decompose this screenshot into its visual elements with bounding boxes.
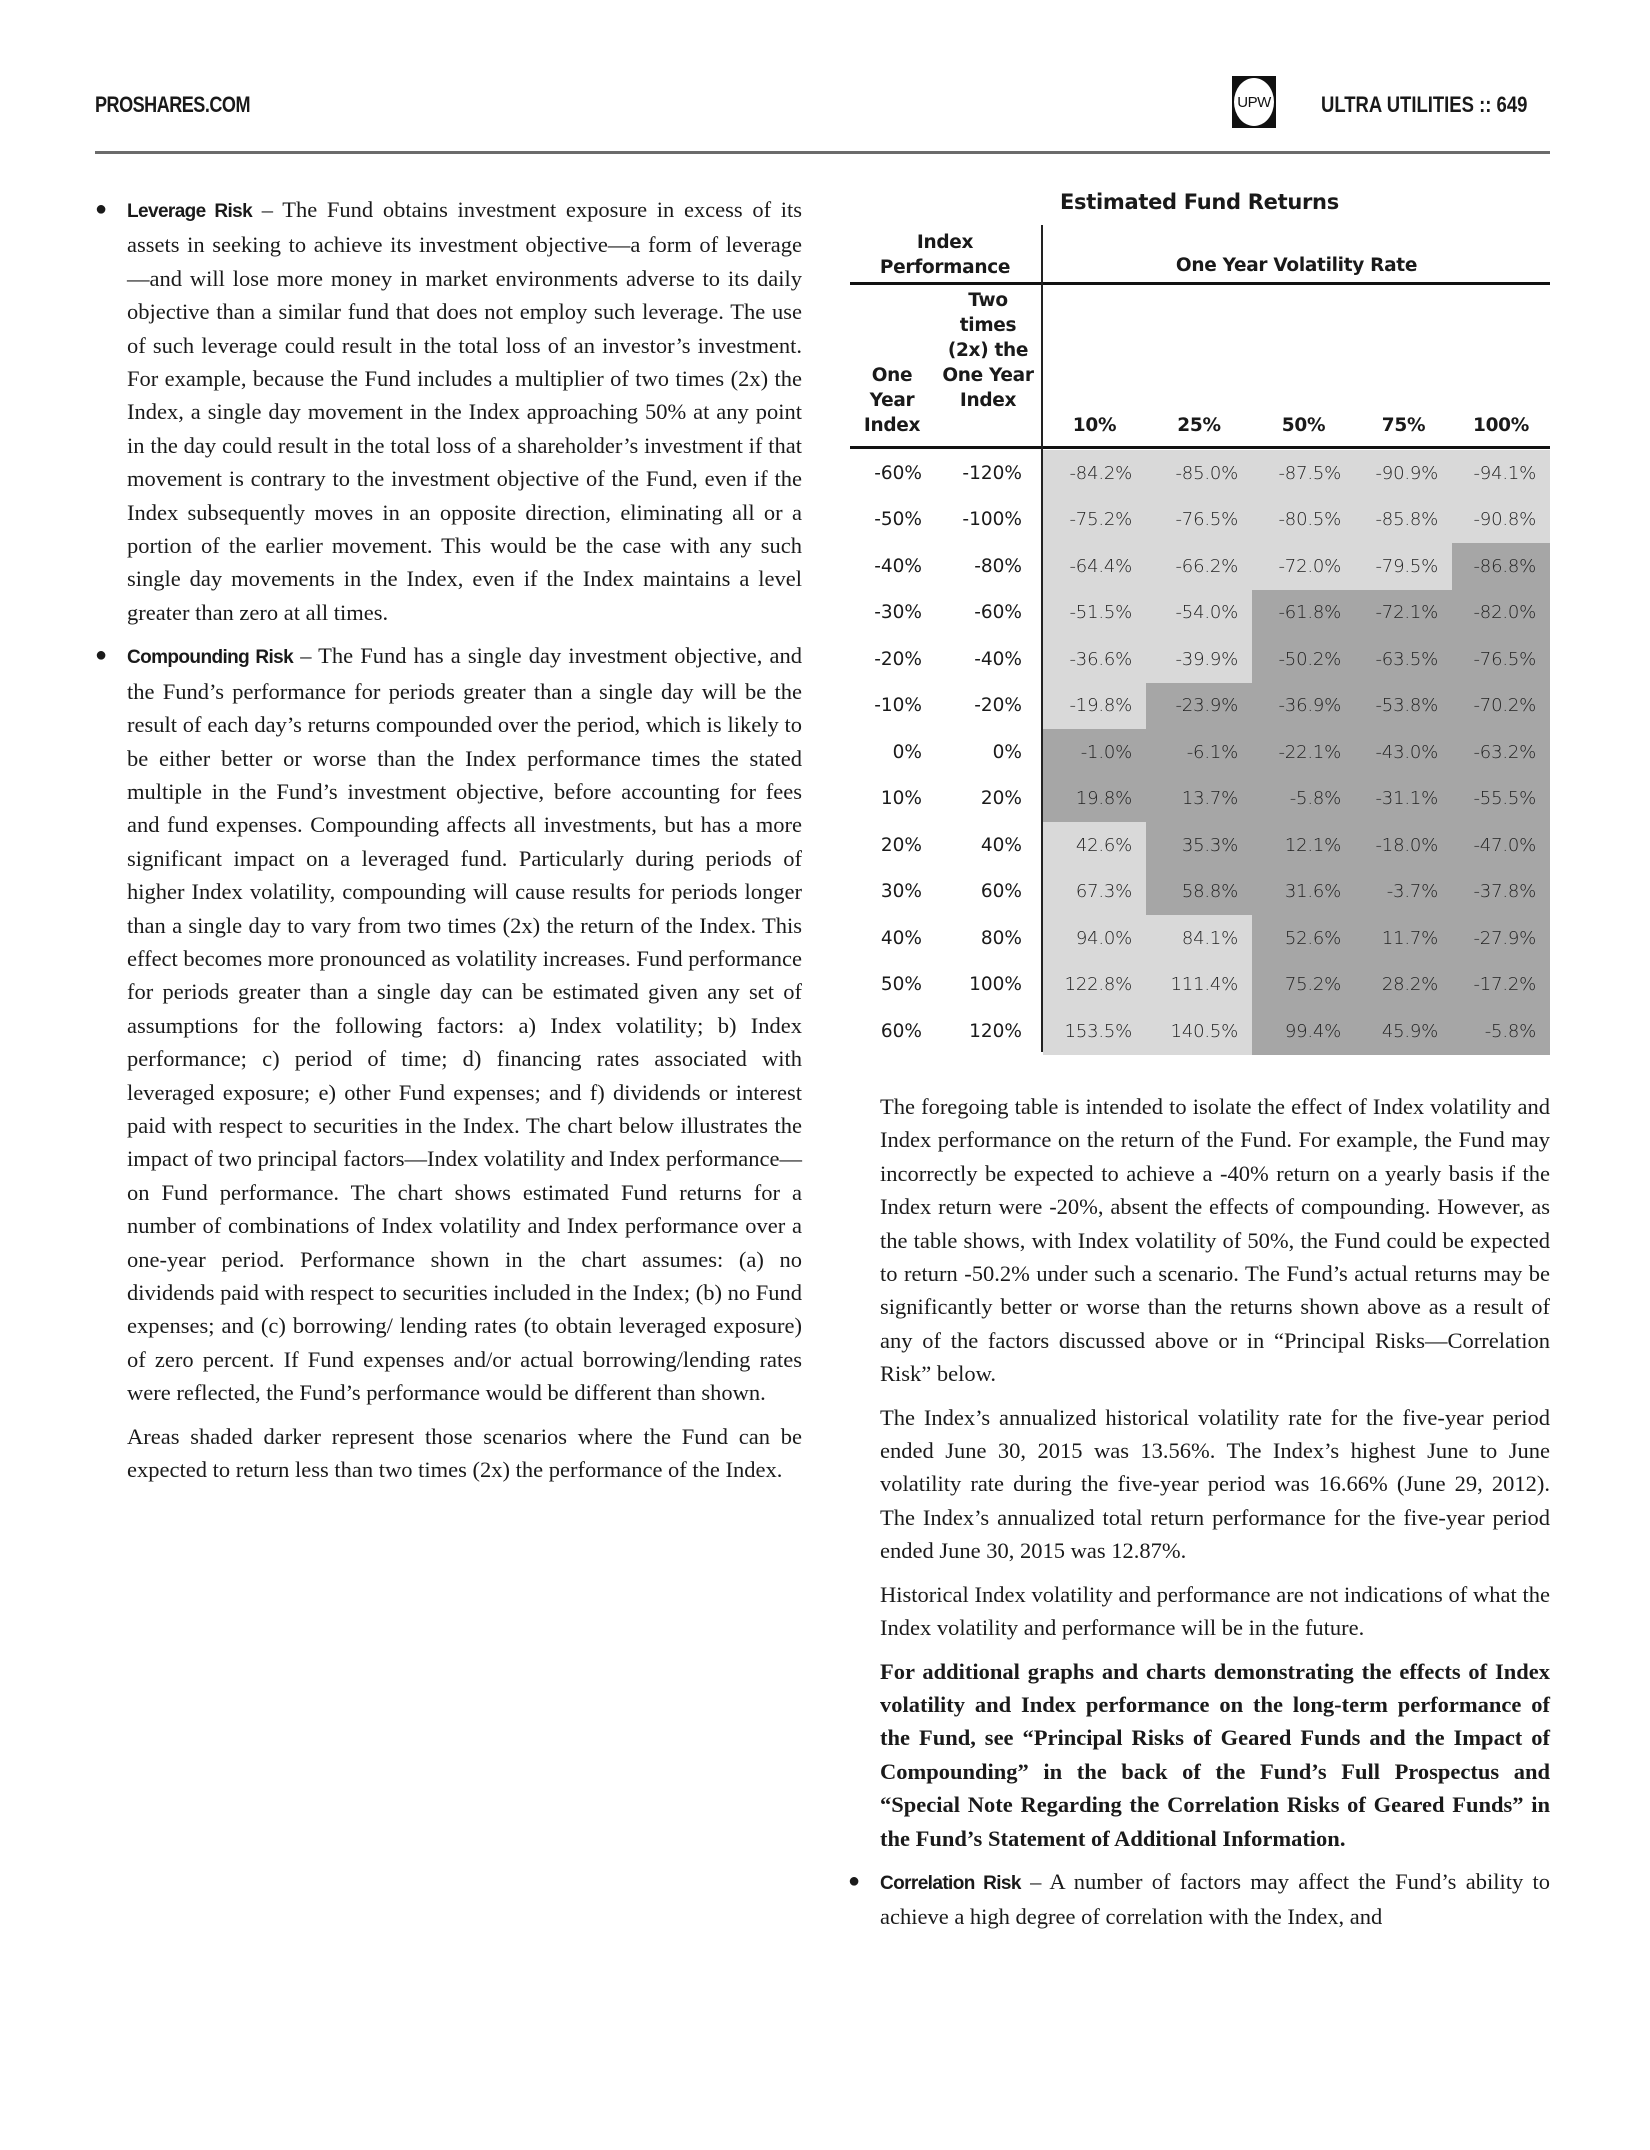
return-cell: -6.1% (1146, 729, 1252, 776)
bullet-icon: ● (848, 1869, 861, 1892)
return-cell: -61.8% (1252, 590, 1355, 637)
return-cell: 111.4% (1146, 962, 1252, 1009)
return-cell: -53.8% (1355, 683, 1452, 730)
two-x-index-value: 40% (980, 834, 1022, 856)
foregoing-paragraph: The foregoing table is intended to isolate the effect of Index volatility and Index performance on the return of the Fund. For example, the Fund may incorrectly be expected to achieve a -40% return on a yearly basis if the Index return were -20%, absent the effects of compounding. However, as the table shows, with Index volatility of 50%, the Fund could be expected to return -50.2% under such a scenario. The Fund’s actual returns may be significantly better or worse than the returns shown above as a result of any of the factors discussed above or in “Principal Risks—Correlation Risk” below. (880, 1094, 1550, 1387)
correlation-risk-paragraph (848, 1865, 1550, 1934)
return-cell: -64.4% (1043, 543, 1146, 590)
return-cell: -1.0% (1043, 729, 1146, 776)
return-cell: 153.5% (1043, 1008, 1146, 1055)
two-x-index-value: -60% (974, 602, 1022, 624)
volatility-rate-header: One Year Volatility Rate (1175, 255, 1418, 276)
return-cell: 28.2% (1355, 962, 1452, 1009)
table-title: Estimated Fund Returns (1060, 190, 1339, 214)
return-cell: -5.8% (1452, 1008, 1550, 1055)
correlation-risk-text: – A number of factors may affect the Fund’s ability to achieve a high degree of correlation with the Index, and (880, 1868, 1550, 1930)
one-year-index-header: One Year Index (863, 365, 921, 436)
return-cell: 42.6% (1043, 822, 1146, 869)
vol-header-75: 75% (1381, 415, 1426, 436)
return-cell: -5.8% (1252, 776, 1355, 823)
return-cell: -70.2% (1452, 683, 1550, 730)
table-row (1043, 776, 1550, 823)
table-row (1043, 729, 1550, 776)
site-name: PROSHARES.COM (95, 92, 250, 117)
correlation-risk-heading: Correlation Risk (880, 1872, 1021, 1894)
return-cell: -85.0% (1146, 450, 1252, 497)
return-cell: -17.2% (1452, 962, 1550, 1009)
return-cell: -43.0% (1355, 729, 1452, 776)
shading-note: Areas shaded darker represent those scenarios where the Fund can be expected to return less than two times (2x) the performance of the Index. (127, 1423, 802, 1483)
one-year-index-value: 20% (880, 834, 922, 856)
return-cell: -18.0% (1355, 822, 1452, 869)
right-column (848, 1090, 1550, 1944)
return-cell: -76.5% (1452, 636, 1550, 683)
return-cell: 94.0% (1043, 915, 1146, 962)
table-row (1043, 822, 1550, 869)
bullet-icon: ● (95, 644, 108, 667)
header-separator: :: (1473, 92, 1497, 117)
one-year-index-value: 30% (880, 881, 922, 903)
one-year-index-value: 60% (880, 1020, 922, 1042)
table-row (1043, 590, 1550, 637)
two-x-index-value: -40% (974, 648, 1022, 670)
return-cell: 84.1% (1146, 915, 1252, 962)
return-cell: 12.1% (1252, 822, 1355, 869)
return-cell: -37.8% (1452, 869, 1550, 916)
return-cell: -72.1% (1355, 590, 1452, 637)
table-row (1043, 1008, 1550, 1055)
table-row (1043, 636, 1550, 683)
two-x-index-value: 80% (980, 927, 1022, 949)
return-cell: -79.5% (1355, 543, 1452, 590)
return-cell: -22.1% (1252, 729, 1355, 776)
fund-name: ULTRA UTILITIES (1321, 92, 1474, 117)
vol-header-100: 100% (1473, 415, 1529, 436)
return-cell: -3.7% (1355, 869, 1452, 916)
return-cell: -55.5% (1452, 776, 1550, 823)
return-cell: -94.1% (1452, 450, 1550, 497)
one-year-index-value: 0% (892, 741, 922, 763)
leverage-risk-heading: Leverage Risk (127, 201, 253, 222)
table-row (1043, 915, 1550, 962)
table-row (1043, 869, 1550, 916)
table-row (1043, 450, 1550, 497)
return-cell: -72.0% (1252, 543, 1355, 590)
two-x-index-value: 0% (992, 741, 1022, 763)
return-cell: -50.2% (1252, 636, 1355, 683)
return-cell: -87.5% (1252, 450, 1355, 497)
return-cell: -63.2% (1452, 729, 1550, 776)
return-cell: 58.8% (1146, 869, 1252, 916)
one-year-index-value: -40% (874, 555, 922, 577)
one-year-index-value: -50% (874, 509, 922, 531)
additional-info-paragraph: For additional graphs and charts demonstrating the effects of Index volatility and Index performance on the long-term performance of the Fund, see “Principal Risks of Geared Funds and the Impact of Compounding” in the back of the Fund’s Full Prospectus and “Special Note Regarding the Correlation Risks of Geared Funds” in the Fund’s Statement of Additional Information. (880, 1658, 1550, 1851)
return-cell: -84.2% (1043, 450, 1146, 497)
return-cell: -85.8% (1355, 497, 1452, 544)
return-cell: 75.2% (1252, 962, 1355, 1009)
return-cell: 35.3% (1146, 822, 1252, 869)
return-cell: -86.8% (1452, 543, 1550, 590)
return-cell: 11.7% (1355, 915, 1452, 962)
leverage-risk-paragraph (95, 193, 802, 629)
table-row (1043, 683, 1550, 730)
returns-grid (1043, 450, 1550, 1055)
return-cell: -51.5% (1043, 590, 1146, 637)
table-row (1043, 497, 1550, 544)
return-cell: -63.5% (1355, 636, 1452, 683)
historical-stats-paragraph: The Index’s annualized historical volatility rate for the five-year period ended June 30, 2015 was 13.56%. The Index’s highest June to June volatility rate during the five-year period was 16.66% (June 29, 2012). The Index’s annualized total return performance for the five-year period ended June 30, 2015 was 12.87%. (880, 1404, 1550, 1564)
return-cell: 99.4% (1252, 1008, 1355, 1055)
vol-header-25: 25% (1177, 415, 1221, 436)
one-year-index-value: -60% (874, 462, 922, 484)
one-year-index-value: 40% (880, 927, 922, 949)
return-cell: 13.7% (1146, 776, 1252, 823)
return-cell: -54.0% (1146, 590, 1252, 637)
return-cell: -75.2% (1043, 497, 1146, 544)
two-x-index-value: 20% (980, 788, 1022, 810)
return-cell: -39.9% (1146, 636, 1252, 683)
index-performance-header: Index Performance (879, 232, 1011, 278)
return-cell: -31.1% (1355, 776, 1452, 823)
compounding-risk-paragraph (95, 639, 802, 1409)
one-year-index-value: -30% (874, 602, 922, 624)
return-cell: 31.6% (1252, 869, 1355, 916)
return-cell: -27.9% (1452, 915, 1550, 962)
vol-header-10: 10% (1072, 415, 1117, 436)
return-cell: -66.2% (1146, 543, 1252, 590)
two-x-index-value: -80% (974, 555, 1022, 577)
header-divider (95, 151, 1550, 154)
fund-ticker-logo (1232, 76, 1276, 128)
return-cell: -80.5% (1252, 497, 1355, 544)
one-year-index-value: -10% (874, 695, 922, 717)
two-x-index-value: -120% (962, 462, 1022, 484)
one-year-index-value: 50% (880, 974, 922, 996)
return-cell: -47.0% (1452, 822, 1550, 869)
return-cell: -19.8% (1043, 683, 1146, 730)
return-cell: 67.3% (1043, 869, 1146, 916)
header-rule-bottom (850, 446, 1550, 449)
leverage-risk-text: – The Fund obtains investment exposure in excess of its assets in seeking to achieve its investment objective—a form of leverage—and will lose more money in market environments adverse to its daily objective than a similar fund that does not employ such leverage. The use of such leverage could result in the total loss of an investor’s investment. For example, because the Fund includes a multiplier of two times (2x) the Index, a single day movement in the Index approaching 50% at any point in the day could result in the total loss of a shareholder’s investment if that movement is contrary to the investment objective of the Fund, even if the Index subsequently moves in an opposite direction, eliminating all or a portion of the earlier movement. This would be the case with any such single day movements in the Index, even if the Index maintains a level greater than zero at all times. (127, 197, 802, 625)
two-x-index-value: 120% (969, 1020, 1022, 1042)
return-cell: 45.9% (1355, 1008, 1452, 1055)
return-cell: -76.5% (1146, 497, 1252, 544)
left-column (95, 193, 802, 1496)
vol-header-50: 50% (1281, 415, 1326, 436)
two-x-index-value: 60% (980, 881, 1022, 903)
one-year-index-value: 10% (880, 788, 922, 810)
compounding-risk-heading: Compounding Risk (127, 647, 294, 669)
bullet-icon: ● (95, 198, 108, 220)
two-x-index-header: Two times (2x) the One Year Index (942, 290, 1034, 411)
compounding-risk-text: – The Fund has a single day investment objective, and the Fund’s performance for periods greater than a single day will be the result of each day’s returns compounded over the period, which is likely to be either better or worse than the Index performance times the stated multiple in the Fund’s investment objective, before accounting for fees and fund expenses. Compounding affects all investments, but has a more significant impact on a leveraged fund. Particularly during periods of higher Index volatility, compounding will cause results for periods longer than a single day to vary from two times (2x) the return of the Index. This effect becomes more pronounced as volatility increases. Fund performance for periods greater than a single day can be estimated given any set of assumptions for the following factors: a) Index volatility; b) Index performance; c) period of time; d) financing rates associated with leveraged exposure; e) other Fund expenses; and f) dividends or interest paid with respect to securities in the Index. The chart below illustrates the impact of two principal factors—Index volatility and Index performance—on Fund performance. The chart shows estimated Fund returns for a number of combinations of Index volatility and Index performance over a one-year period. Performance shown in the chart assumes: (a) no dividends paid with respect to securities included in the Index; (b) no Fund expenses; and (c) borrowing/ lending rates (to obtain leveraged exposure) of zero percent. If Fund expenses and/or actual borrowing/lending rates were reflected, the Fund’s performance would be different than shown. (127, 643, 802, 1406)
two-x-index-value: -100% (962, 509, 1022, 531)
return-cell: -36.6% (1043, 636, 1146, 683)
header-rule-top (850, 282, 1550, 285)
return-cell: -90.8% (1452, 497, 1550, 544)
return-cell: 52.6% (1252, 915, 1355, 962)
two-x-index-value: 100% (969, 974, 1022, 996)
table-row (1043, 543, 1550, 590)
disclaimer-paragraph: Historical Index volatility and performance are not indications of what the Index volatility and performance will be in the future. (880, 1581, 1550, 1641)
return-cell: -23.9% (1146, 683, 1252, 730)
table-row (1043, 962, 1550, 1009)
two-x-index-value: -20% (974, 695, 1022, 717)
return-cell: -90.9% (1355, 450, 1452, 497)
return-cell: 140.5% (1146, 1008, 1252, 1055)
return-cell: -82.0% (1452, 590, 1550, 637)
page-number: 649 (1496, 92, 1528, 117)
return-cell: 19.8% (1043, 776, 1146, 823)
one-year-index-value: -20% (874, 648, 922, 670)
return-cell: 122.8% (1043, 962, 1146, 1009)
page-header-title (1321, 92, 1527, 118)
ticker-badge: UPW (1234, 78, 1274, 126)
return-cell: -36.9% (1252, 683, 1355, 730)
